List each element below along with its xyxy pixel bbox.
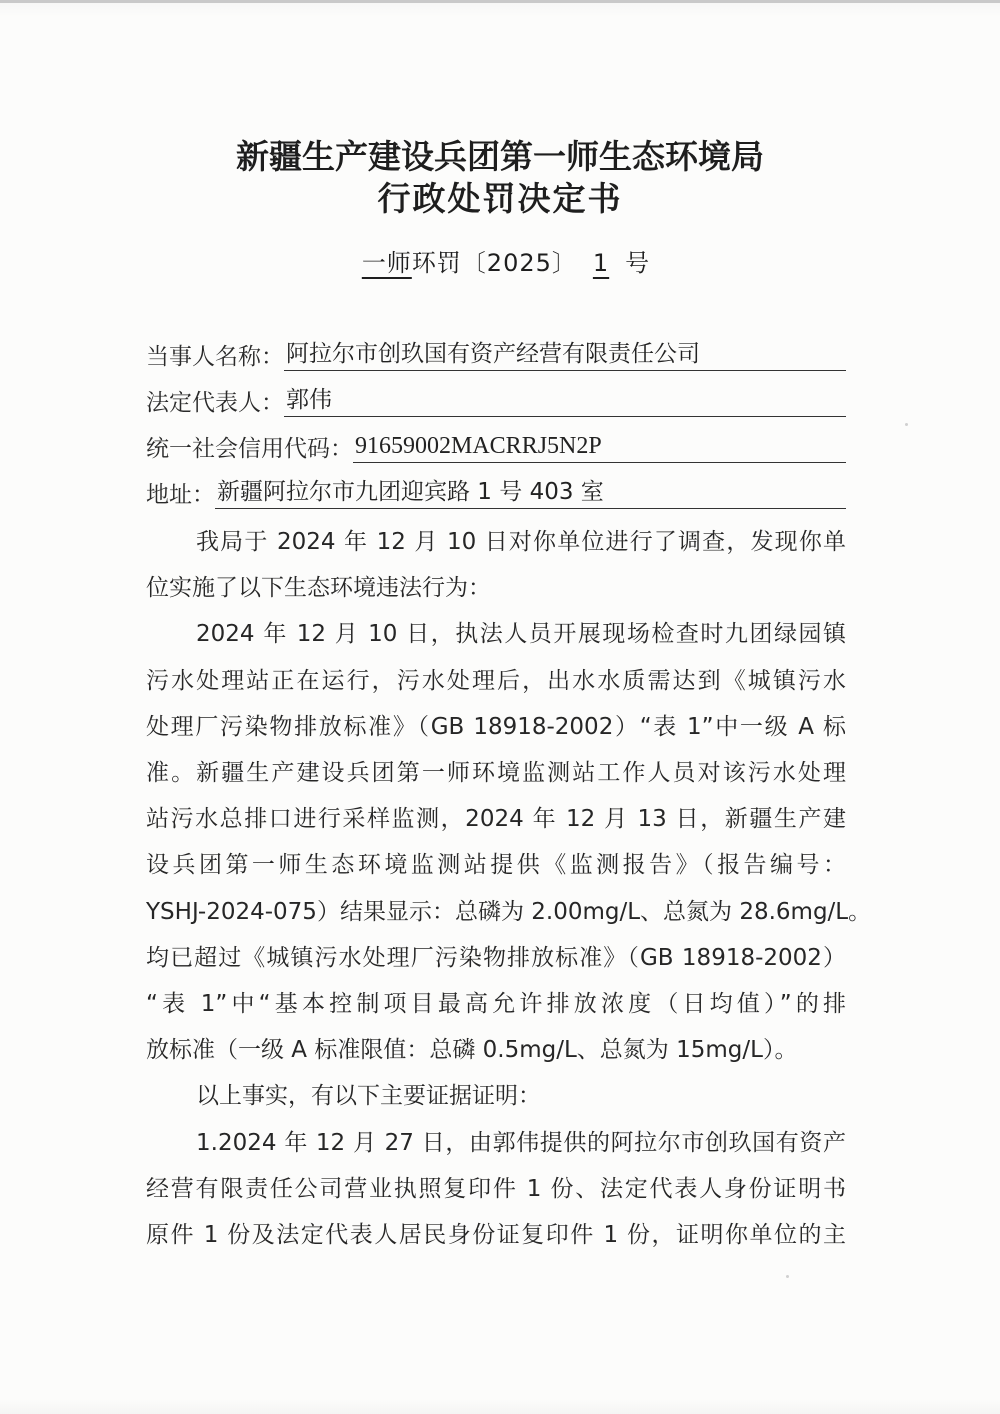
body-line: 1.2024 年 12 月 27 日，由郭伟提供的阿拉尔市创玖国有资产: [196, 1129, 846, 1156]
doc-number-middle: 环罚〔2025〕: [411, 249, 577, 277]
body-line: 设兵团第一师生态环境监测站提供《监测报告》（报告编号：: [146, 852, 846, 879]
body-line: 均已超过《城镇污水处理厂污染物排放标准》（GB 18918-2002）: [146, 944, 846, 971]
document-number: [0, 243, 1000, 278]
decision-body: [146, 519, 872, 1258]
body-line: “表 1”中“基本控制项目最高允许排放浓度（日均值）”的排: [146, 991, 846, 1018]
body-line: 位实施了以下生态环境违法行为：: [146, 575, 491, 602]
legal-representative-field: [146, 377, 846, 417]
scan-speck: [786, 1275, 789, 1278]
body-line: 准。新疆生产建设兵团第一师环境监测站工作人员对该污水处理: [146, 760, 846, 787]
party-name-field: [146, 331, 846, 371]
body-line: 以上事实，有以下主要证据证明：: [196, 1083, 541, 1110]
scan-speck: [905, 423, 908, 426]
address-value: 新疆阿拉尔市九团迎宾路 1 号 403 室: [215, 473, 846, 509]
document-type-title: 行政处罚决定书: [377, 179, 623, 218]
doc-number-prefix: 一师: [361, 249, 412, 277]
body-line: 我局于 2024 年 12 月 10 日对你单位进行了调查，发现你单: [196, 529, 846, 555]
party-name-label: 当事人名称：: [146, 344, 284, 370]
doc-number-value: 1: [592, 249, 610, 277]
body-line: 污水处理站正在运行，污水处理后，出水水质需达到《城镇污水: [146, 667, 846, 694]
address-label: 地址：: [146, 482, 215, 508]
body-line: 原件 1 份及法定代表人居民身份证复印件 1 份，证明你单位的主: [146, 1222, 846, 1249]
credit-code-value: 91659002MACRRJ5N2P: [353, 433, 846, 463]
doc-number-suffix: 号: [625, 249, 651, 277]
body-line: 经营有限责任公司营业执照复印件 1 份、法定代表人身份证明书: [146, 1175, 846, 1202]
credit-code-label: 统一社会信用代码：: [146, 436, 353, 462]
body-line: 站污水总排口进行采样监测，2024 年 12 月 13 日，新疆生产建: [146, 806, 846, 833]
party-name-value: 阿拉尔市创玖国有资产经营有限责任公司: [284, 335, 846, 371]
credit-code-field: [146, 423, 846, 463]
body-line: YSHJ-2024-075）结果显示：总磷为 2.00mg/L、总氮为 28.6mg/L。: [146, 898, 872, 925]
body-line: 2024 年 12 月 10 日，执法人员开展现场检查时九团绿园镇: [196, 621, 846, 648]
body-line: 处理厂污染物排放标准》（GB 18918-2002）“表 1”中一级 A 标: [146, 713, 846, 740]
address-field: [146, 469, 846, 509]
legal-representative-value: 郭伟: [284, 381, 846, 417]
legal-representative-label: 法定代表人：: [146, 390, 284, 416]
issuing-authority-title: 新疆生产建设兵团第一师生态环境局: [236, 137, 764, 176]
body-line: 放标准（一级 A 标准限值：总磷 0.5mg/L、总氮为 15mg/L）。: [146, 1037, 798, 1064]
